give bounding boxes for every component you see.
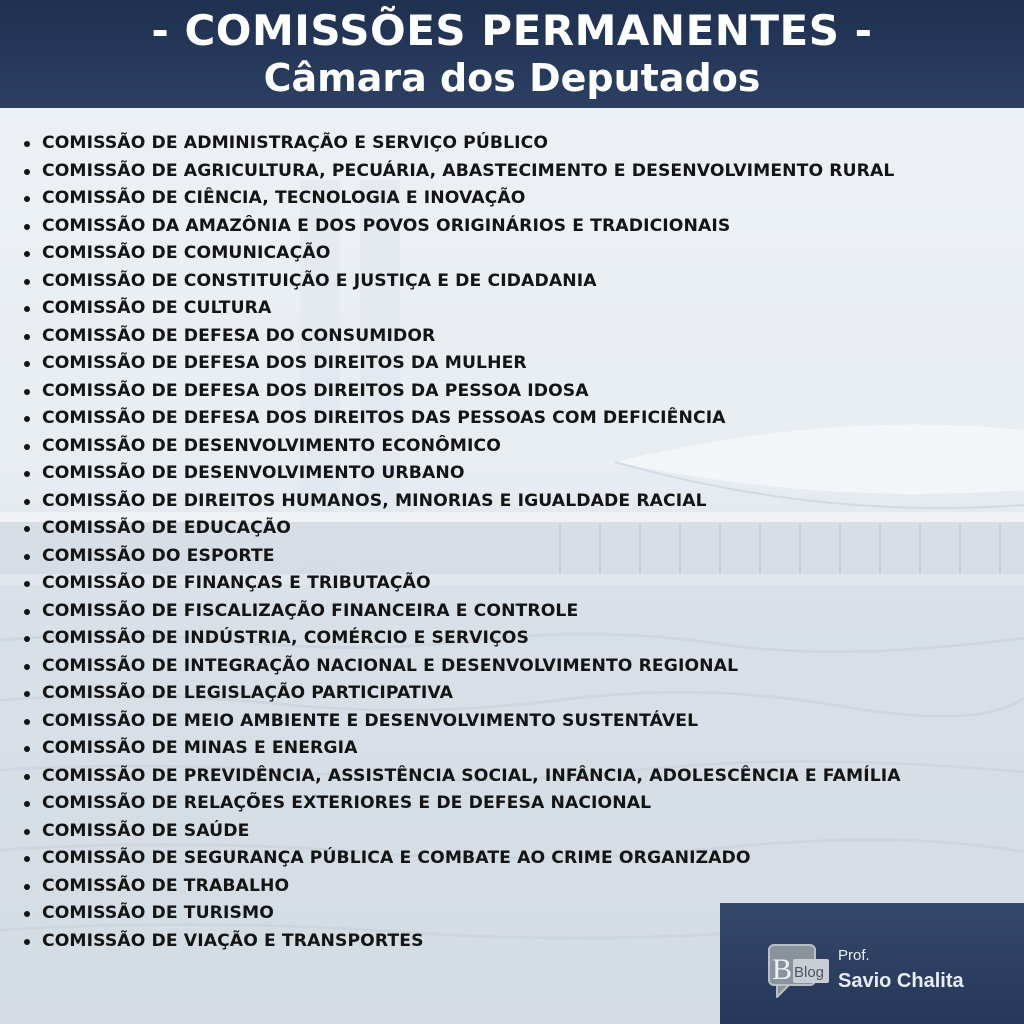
- list-item: COMISSÃO DE FINANÇAS E TRIBUTAÇÃO: [20, 570, 901, 598]
- page-subtitle: Câmara dos Deputados: [263, 56, 761, 100]
- list-item: COMISSÃO DE INDÚSTRIA, COMÉRCIO E SERVIÇOS: [20, 625, 901, 653]
- list-item: COMISSÃO DE SEGURANÇA PÚBLICA E COMBATE AO CRIME ORGANIZADO: [20, 845, 901, 873]
- list-item: COMISSÃO DO ESPORTE: [20, 543, 901, 571]
- list-item: COMISSÃO DE DEFESA DOS DIREITOS DA MULHER: [20, 350, 901, 378]
- list-item: COMISSÃO DE DEFESA DO CONSUMIDOR: [20, 323, 901, 351]
- list-item: COMISSÃO DE CULTURA: [20, 295, 901, 323]
- list-item: COMISSÃO DE AGRICULTURA, PECUÁRIA, ABASTECIMENTO E DESENVOLVIMENTO RURAL: [20, 158, 901, 186]
- list-item: COMISSÃO DE FISCALIZAÇÃO FINANCEIRA E CONTROLE: [20, 598, 901, 626]
- page-title: - COMISSÕES PERMANENTES -: [151, 6, 873, 55]
- brand-name: Savio Chalita: [838, 970, 964, 992]
- list-item: COMISSÃO DE TURISMO: [20, 900, 901, 928]
- list-item: COMISSÃO DE CONSTITUIÇÃO E JUSTIÇA E DE CIDADANIA: [20, 268, 901, 296]
- list-item: COMISSÃO DE TRABALHO: [20, 873, 901, 901]
- brand-prefix: Prof.: [838, 947, 870, 964]
- list-item: COMISSÃO DE ADMINISTRAÇÃO E SERVIÇO PÚBLICO: [20, 130, 901, 158]
- list-item: COMISSÃO DE CIÊNCIA, TECNOLOGIA E INOVAÇÃO: [20, 185, 901, 213]
- list-item: COMISSÃO DE PREVIDÊNCIA, ASSISTÊNCIA SOCIAL, INFÂNCIA, ADOLESCÊNCIA E FAMÍLIA: [20, 763, 901, 791]
- list-item: COMISSÃO DE LEGISLAÇÃO PARTICIPATIVA: [20, 680, 901, 708]
- list-item: COMISSÃO DE COMUNICAÇÃO: [20, 240, 901, 268]
- svg-text:B: B: [772, 953, 793, 986]
- list-item: COMISSÃO DE MINAS E ENERGIA: [20, 735, 901, 763]
- list-item: COMISSÃO DE MEIO AMBIENTE E DESENVOLVIMENTO SUSTENTÁVEL: [20, 708, 901, 736]
- header-banner: [0, 0, 1024, 108]
- list-item: COMISSÃO DA AMAZÔNIA E DOS POVOS ORIGINÁRIOS E TRADICIONAIS: [20, 213, 901, 241]
- list-item: COMISSÃO DE DESENVOLVIMENTO URBANO: [20, 460, 901, 488]
- list-item: COMISSÃO DE DEFESA DOS DIREITOS DA PESSOA IDOSA: [20, 378, 901, 406]
- list-item: COMISSÃO DE VIAÇÃO E TRANSPORTES: [20, 928, 901, 956]
- committee-list: [20, 130, 901, 955]
- list-item: COMISSÃO DE DESENVOLVIMENTO ECONÔMICO: [20, 433, 901, 461]
- svg-text:Blog: Blog: [794, 964, 825, 981]
- list-item: COMISSÃO DE SAÚDE: [20, 818, 901, 846]
- list-item: COMISSÃO DE EDUCAÇÃO: [20, 515, 901, 543]
- list-item: COMISSÃO DE RELAÇÕES EXTERIORES E DE DEFESA NACIONAL: [20, 790, 901, 818]
- list-item: COMISSÃO DE INTEGRAÇÃO NACIONAL E DESENVOLVIMENTO REGIONAL: [20, 653, 901, 681]
- list-item: COMISSÃO DE DIREITOS HUMANOS, MINORIAS E IGUALDADE RACIAL: [20, 488, 901, 516]
- blog-speech-bubble-icon: [767, 943, 831, 1001]
- list-item: COMISSÃO DE DEFESA DOS DIREITOS DAS PESSOAS COM DEFICIÊNCIA: [20, 405, 901, 433]
- blog-brand-badge: [720, 903, 1024, 1024]
